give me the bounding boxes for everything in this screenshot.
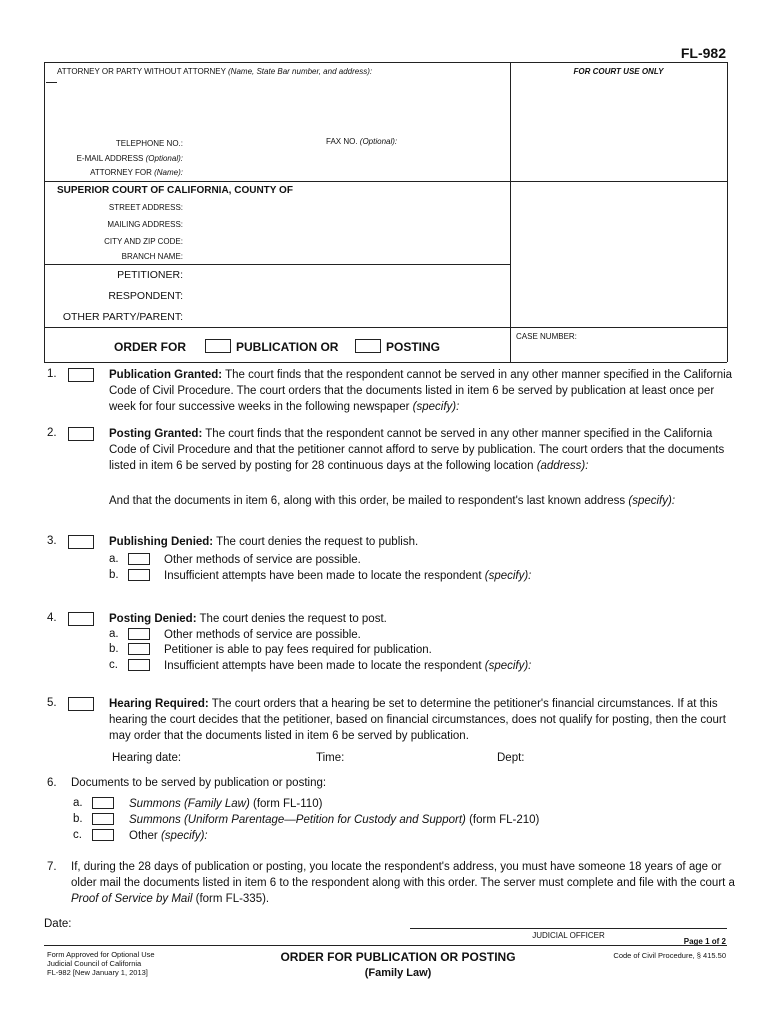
item-2-l4-spec: (specify): <box>628 495 676 507</box>
item-6c-text <box>129 828 208 844</box>
item-6a-text <box>129 796 322 812</box>
item-2-line-4 <box>109 493 675 509</box>
judicial-signature-line <box>410 928 727 929</box>
footer-council: Judicial Council of California <box>47 959 142 968</box>
item-4-title: Posting Denied: <box>109 613 197 625</box>
item-1-line-3 <box>109 399 459 415</box>
item-7-line-2: older mail the documents listed in item 6 to the respondent along with this order. The server must complete and file with the court a <box>71 877 735 889</box>
footer-subtitle: (Family Law) <box>364 967 432 979</box>
item-2-line-1 <box>109 426 712 442</box>
item-3-number: 3. <box>47 535 57 547</box>
order-for-label: ORDER FOR <box>114 340 186 354</box>
attorney-name-mark <box>46 82 57 83</box>
item-3-title: Publishing Denied: <box>109 536 214 548</box>
item-1-number: 1. <box>47 368 57 380</box>
attorney-for-note: (Name): <box>154 168 183 177</box>
branch-name-label: BRANCH NAME: <box>121 252 183 261</box>
footer-left <box>47 950 155 977</box>
item-3-checkbox[interactable] <box>68 535 94 549</box>
item-2-l3: listed in item 6 be served by posting for 28 continuous days at the following location <box>109 460 534 472</box>
publication-checkbox[interactable] <box>205 339 231 353</box>
item-1-spec: (specify): <box>412 401 460 413</box>
item-3a-text: Other methods of service are possible. <box>164 554 361 566</box>
footer-title: ORDER FOR PUBLICATION OR POSTING <box>280 950 516 964</box>
item-7-form: (form FL-335). <box>195 893 270 905</box>
item-4-line-1 <box>109 611 387 627</box>
header-middle-border <box>510 62 511 362</box>
item-6a-checkbox[interactable] <box>92 797 114 809</box>
item-6-title: Documents to be served by publication or posting: <box>71 777 327 789</box>
item-5-line-2: hearing the court decides that the petitioner, based on financial circumstances, does not qualify for posting, then the court <box>109 714 726 726</box>
posting-label: POSTING <box>386 340 441 354</box>
item-4b-text: Petitioner is able to pay fees required for publication. <box>164 644 432 656</box>
item-3b-text <box>164 568 531 584</box>
item-7-line-1: If, during the 28 days of publication or posting, you locate the respondent's address, you must have someone 18 years of age or <box>71 861 722 873</box>
item-4-checkbox[interactable] <box>68 612 94 626</box>
case-number-label: CASE NUMBER: <box>516 332 577 341</box>
telephone-label: TELEPHONE NO.: <box>115 139 183 148</box>
item-3b-letter: b. <box>109 569 119 581</box>
item-1-l1: The court finds that the respondent cannot be served in any other manner specified in the California <box>225 369 733 381</box>
item-3b-t: Insufficient attempts have been made to locate the respondent <box>164 570 482 582</box>
item-4c-spec: (specify): <box>484 660 532 672</box>
item-2-checkbox[interactable] <box>68 427 94 441</box>
footer-revision: FL-982 [New January 1, 2013] <box>47 968 148 977</box>
item-6a-t: Summons (Family Law) <box>129 798 250 810</box>
item-5-line-1 <box>109 696 718 712</box>
attorney-for-text: ATTORNEY FOR <box>90 168 152 177</box>
footer-approved: Form Approved for Optional Use <box>47 950 155 959</box>
item-1-title: Publication Granted: <box>109 369 223 381</box>
item-1-line-1 <box>109 367 732 383</box>
item-3-line-1 <box>109 534 418 550</box>
item-2-line-2: Code of Civil Procedure and that the petitioner cannot afford to serve by publication. The court orders that the documents <box>109 444 725 456</box>
respondent-label: RESPONDENT: <box>108 290 183 302</box>
fax-label-text: FAX NO. <box>326 137 358 146</box>
parties-section-rule <box>44 264 510 265</box>
item-6b-t: Summons (Uniform Parentage—Petition for Custody and Support) <box>129 814 466 826</box>
item-7-proof: Proof of Service by Mail <box>71 893 193 905</box>
item-2-spec: (address): <box>536 460 589 472</box>
page-number: Page 1 of 2 <box>683 937 726 946</box>
item-2-title: Posting Granted: <box>109 428 203 440</box>
item-5-line-3: may order that the documents listed in item 6 be served by publication. <box>109 730 469 742</box>
item-2-number: 2. <box>47 427 57 439</box>
attorney-label-text: ATTORNEY OR PARTY WITHOUT ATTORNEY <box>57 67 226 76</box>
item-4b-checkbox[interactable] <box>128 643 150 655</box>
footer-code: Code of Civil Procedure, § 415.50 <box>613 951 726 960</box>
item-6b-form: (form FL-210) <box>469 814 540 826</box>
item-4c-text <box>164 658 531 674</box>
item-4c-t: Insufficient attempts have been made to locate the respondent <box>164 660 482 672</box>
item-3b-spec: (specify): <box>484 570 532 582</box>
item-5-title: Hearing Required: <box>109 698 209 710</box>
hearing-dept-label: Dept: <box>497 752 525 764</box>
city-zip-label: CITY AND ZIP CODE: <box>104 237 183 246</box>
form-number: FL-982 <box>680 45 726 61</box>
item-1-line-2: Code of Civil Procedure. The court orders that the documents listed in item 6 be served by publication at least once per <box>109 385 715 397</box>
item-4b-letter: b. <box>109 643 119 655</box>
item-1-l3: week for four successive weeks in the following newspaper <box>109 401 410 413</box>
item-6b-text <box>129 812 539 828</box>
item-3a-letter: a. <box>109 553 119 565</box>
item-6a-letter: a. <box>73 797 83 809</box>
publication-or-label: PUBLICATION OR <box>236 340 339 354</box>
item-6c-t: Other <box>129 830 158 842</box>
court-use-label: FOR COURT USE ONLY <box>573 67 664 76</box>
item-5-l1: The court orders that a hearing be set to determine the petitioner's financial circumstances. If at this <box>211 698 718 710</box>
item-2-l4: And that the documents in item 6, along with this order, be mailed to respondent's last known address <box>109 495 626 507</box>
fax-label <box>326 137 397 146</box>
item-5-checkbox[interactable] <box>68 697 94 711</box>
item-7-line-3 <box>71 891 269 907</box>
title-section-rule <box>44 327 727 328</box>
item-6b-letter: b. <box>73 813 83 825</box>
item-2-line-3 <box>109 458 588 474</box>
item-4a-text: Other methods of service are possible. <box>164 629 361 641</box>
item-6c-spec: (specify): <box>160 830 208 842</box>
email-label-text: E-MAIL ADDRESS <box>76 154 144 163</box>
judicial-officer-label: JUDICIAL OFFICER <box>532 931 605 940</box>
item-3a-checkbox[interactable] <box>128 553 150 565</box>
item-4c-checkbox[interactable] <box>128 659 150 671</box>
item-2-l1: The court finds that the respondent cannot be served in any other manner specified in the California <box>205 428 713 440</box>
footer-rule <box>44 945 727 946</box>
item-4-l1: The court denies the request to post. <box>199 613 387 625</box>
item-3-l1: The court denies the request to publish. <box>216 536 419 548</box>
email-label-note: (Optional): <box>145 154 183 163</box>
court-section-rule <box>44 181 727 182</box>
hearing-date-label: Hearing date: <box>112 752 182 764</box>
item-4a-letter: a. <box>109 628 119 640</box>
item-6b-checkbox[interactable] <box>92 813 114 825</box>
item-4-number: 4. <box>47 612 57 624</box>
item-6a-form: (form FL-110) <box>252 798 323 810</box>
header-top-rule <box>44 62 727 63</box>
date-label: Date: <box>44 918 72 930</box>
item-6c-checkbox[interactable] <box>92 829 114 841</box>
header-right-border <box>727 62 728 362</box>
attorney-label-note: (Name, State Bar number, and address): <box>228 67 373 76</box>
court-title: SUPERIOR COURT OF CALIFORNIA, COUNTY OF <box>57 185 293 196</box>
attorney-for-label <box>44 168 183 177</box>
item-4c-letter: c. <box>109 659 118 671</box>
street-address-label: STREET ADDRESS: <box>108 203 183 212</box>
item-3b-checkbox[interactable] <box>128 569 150 581</box>
item-6c-letter: c. <box>73 829 82 841</box>
fax-label-note: (Optional): <box>359 137 398 146</box>
item-6-number: 6. <box>47 777 57 789</box>
petitioner-label: PETITIONER: <box>117 269 183 281</box>
item-7-number: 7. <box>47 861 57 873</box>
mailing-address-label: MAILING ADDRESS: <box>107 220 183 229</box>
item-5-number: 5. <box>47 697 57 709</box>
other-party-label: OTHER PARTY/PARENT: <box>62 311 183 323</box>
posting-checkbox[interactable] <box>355 339 381 353</box>
item-4a-checkbox[interactable] <box>128 628 150 640</box>
attorney-label <box>57 67 372 76</box>
hearing-time-label: Time: <box>316 752 345 764</box>
header-bottom-rule <box>44 362 727 363</box>
item-1-checkbox[interactable] <box>68 368 94 382</box>
email-label <box>44 154 183 163</box>
